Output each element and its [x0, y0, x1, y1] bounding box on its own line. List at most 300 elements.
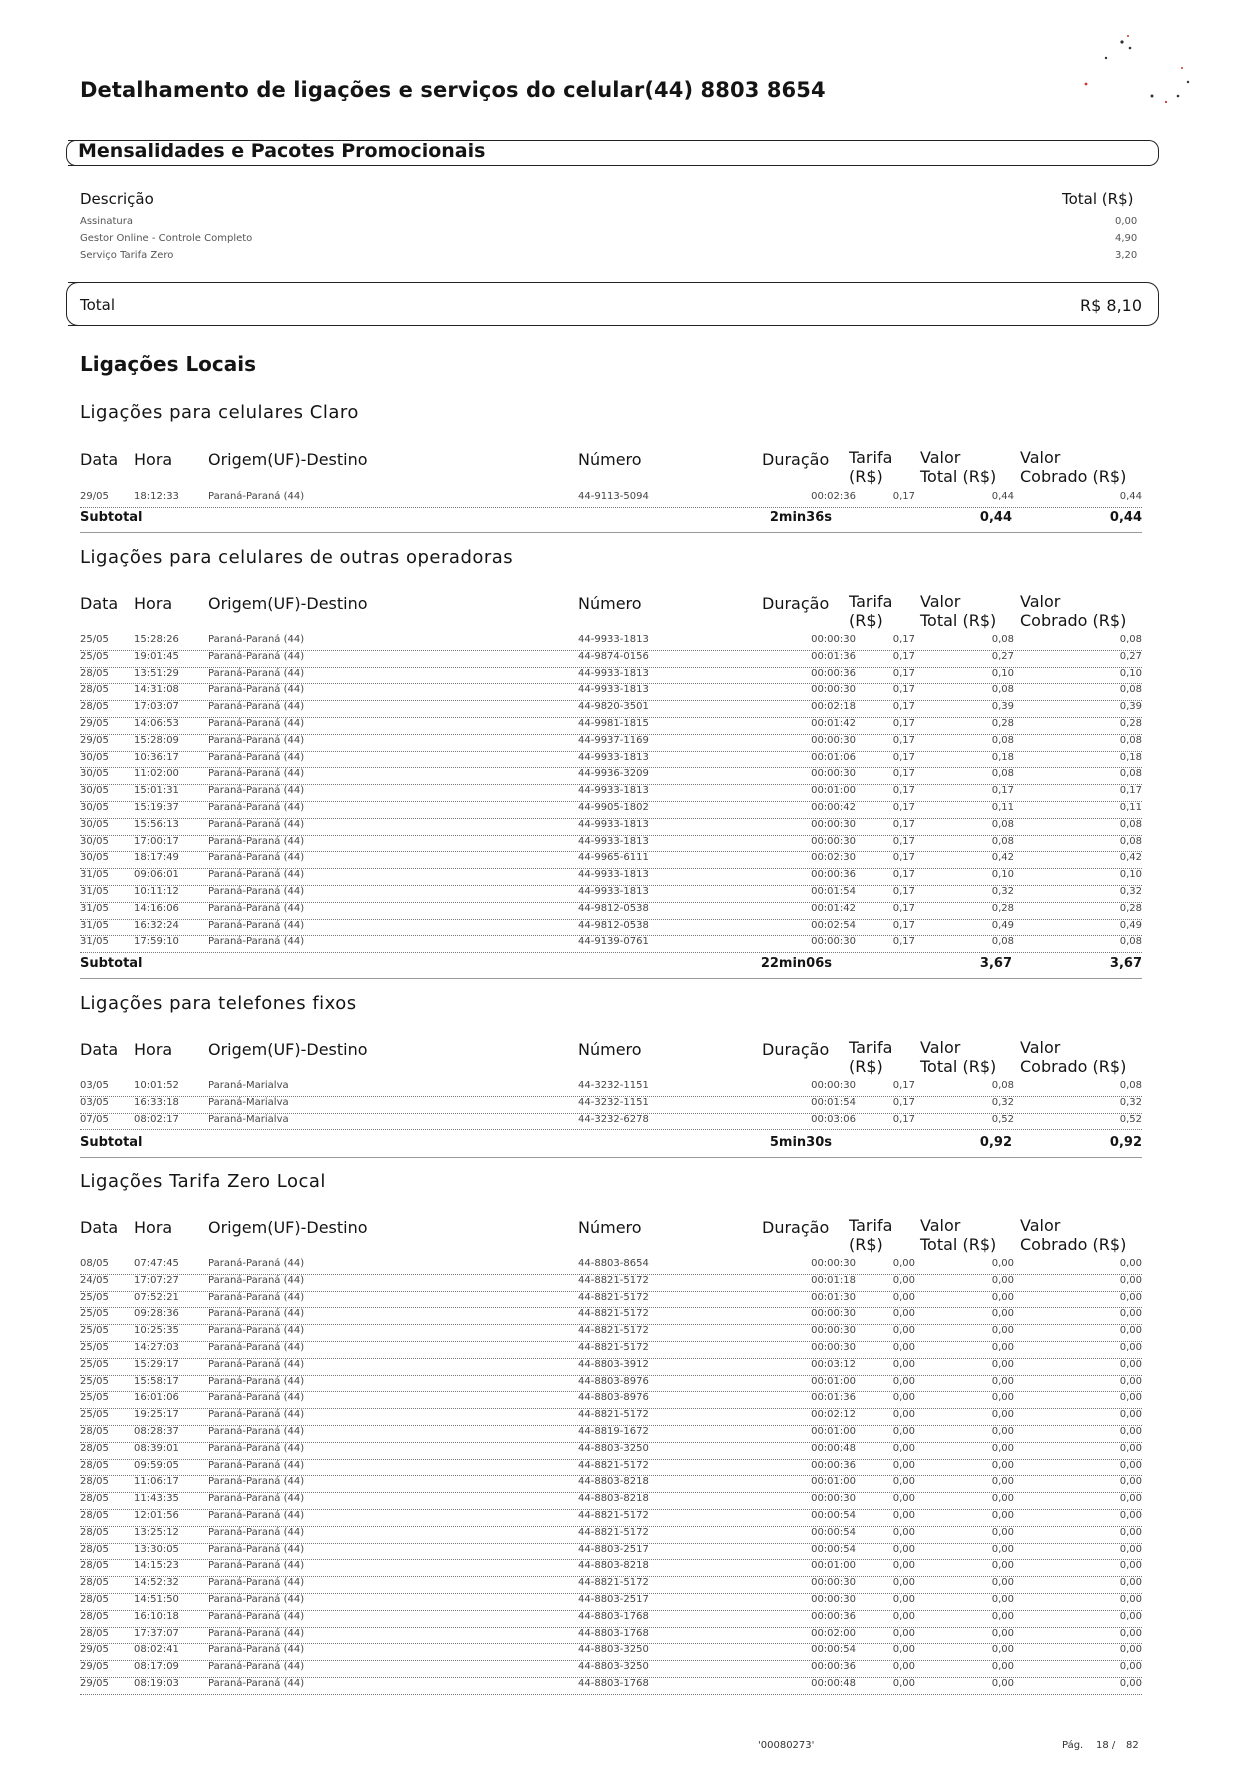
- call-row: [80, 490, 1142, 508]
- cell-data: 28/05: [80, 1442, 109, 1454]
- cell-cobrado: 0,00: [1119, 1325, 1142, 1337]
- subtotal-duracao: 22min06s: [760, 956, 832, 971]
- cell-hora: 12:01:56: [134, 1510, 179, 1521]
- cell-valor: 0,42: [991, 852, 1014, 864]
- cell-origem: Paraná-Paraná (44): [208, 1627, 305, 1639]
- cell-cobrado: 0,10: [1119, 667, 1142, 679]
- cell-cobrado: 0,44: [1119, 491, 1142, 502]
- cell-hora: 08:02:17: [134, 1113, 179, 1125]
- cell-cobrado: 0,08: [1119, 684, 1142, 696]
- cell-numero: 44-8821-5172: [578, 1308, 649, 1320]
- col-valor-total: Total (R$): [920, 1057, 997, 1076]
- col-cobrado: Valor: [1020, 448, 1061, 467]
- cell-data: 25/05: [80, 1358, 109, 1370]
- cell-duracao: 00:00:36: [811, 1610, 856, 1622]
- cell-data: 28/05: [80, 1459, 109, 1471]
- call-row: [80, 1610, 1142, 1628]
- col-numero: Número: [578, 594, 642, 613]
- cell-valor: 0,00: [991, 1459, 1014, 1471]
- call-row: [80, 784, 1142, 802]
- cell-cobrado: 0,00: [1119, 1627, 1142, 1639]
- cell-hora: 16:10:18: [134, 1610, 179, 1622]
- cell-tarifa: 0,00: [892, 1442, 915, 1454]
- cell-valor: 0,00: [991, 1661, 1014, 1673]
- sec3-title: Ligações para telefones fixos: [80, 993, 357, 1014]
- call-row: [80, 767, 1142, 785]
- call-row: [80, 1375, 1142, 1393]
- cell-numero: 44-8821-5172: [578, 1510, 649, 1521]
- cell-data: 31/05: [80, 869, 109, 881]
- cell-origem: Paraná-Marialva: [208, 1096, 289, 1108]
- cell-duracao: 00:00:30: [811, 1325, 856, 1337]
- ligacoes-locais-title: Ligações Locais: [80, 352, 257, 376]
- mensalidade-desc: Gestor Online - Controle Completo: [80, 233, 253, 244]
- cell-valor: 0,00: [991, 1308, 1014, 1320]
- cell-origem: Paraná-Paraná (44): [208, 1342, 305, 1353]
- cell-cobrado: 0,11: [1119, 802, 1142, 813]
- subtotal-cobrado: 0,44: [1109, 510, 1142, 525]
- subtotal-row: [80, 510, 1142, 530]
- cell-numero: 44-8803-2517: [578, 1594, 649, 1605]
- cell-duracao: 00:01:00: [811, 1426, 856, 1437]
- cell-origem: Paraná-Paraná (44): [208, 936, 305, 948]
- cell-tarifa: 0,17: [892, 785, 915, 797]
- call-row: [80, 633, 1142, 651]
- call-row: [80, 1677, 1142, 1695]
- cell-hora: 09:06:01: [134, 869, 179, 881]
- col-cobrado-total: Cobrado (R$): [1020, 467, 1127, 486]
- col-tarifa: Tarifa: [849, 592, 893, 611]
- cell-valor: 0,32: [991, 1096, 1014, 1108]
- cell-cobrado: 0,18: [1119, 751, 1142, 763]
- cell-duracao: 00:01:54: [811, 1096, 856, 1108]
- cell-cobrado: 0,00: [1119, 1476, 1142, 1488]
- cell-data: 25/05: [80, 1325, 109, 1337]
- cell-origem: Paraná-Paraná (44): [208, 1409, 305, 1421]
- cell-origem: Paraná-Paraná (44): [208, 1459, 305, 1471]
- mensalidade-value: 0,00: [1115, 216, 1138, 227]
- call-row: [80, 885, 1142, 903]
- cell-cobrado: 0,00: [1119, 1291, 1142, 1303]
- cell-duracao: 00:00:30: [811, 1308, 856, 1320]
- cell-origem: Paraná-Paraná (44): [208, 1510, 305, 1521]
- cell-duracao: 00:03:12: [811, 1358, 856, 1370]
- total-value: R$ 8,10: [1080, 296, 1143, 315]
- subtotal-row: [80, 956, 1142, 976]
- cell-cobrado: 0,00: [1119, 1644, 1142, 1656]
- cell-cobrado: 0,39: [1119, 701, 1142, 713]
- cell-numero: 44-9936-3209: [578, 768, 649, 780]
- cell-cobrado: 0,08: [1119, 734, 1142, 746]
- cell-numero: 44-8803-8976: [578, 1375, 649, 1387]
- cell-duracao: 00:00:36: [811, 869, 856, 881]
- call-row: [80, 1559, 1142, 1577]
- cell-numero: 44-9139-0761: [578, 936, 649, 948]
- cell-data: 08/05: [80, 1258, 109, 1269]
- cell-valor: 0,49: [991, 919, 1014, 931]
- cell-tarifa: 0,17: [892, 634, 915, 645]
- cell-tarifa: 0,17: [892, 835, 915, 847]
- subtotal-row: [80, 1135, 1142, 1155]
- cell-duracao: 00:00:54: [811, 1644, 856, 1656]
- cell-duracao: 00:00:30: [811, 634, 856, 645]
- cell-data: 07/05: [80, 1113, 109, 1125]
- cell-numero: 44-9933-1813: [578, 634, 649, 645]
- call-row: [80, 1358, 1142, 1376]
- cell-tarifa: 0,17: [892, 902, 915, 914]
- col-valor: Valor: [920, 1038, 961, 1057]
- cell-hora: 15:56:13: [134, 818, 179, 830]
- cell-duracao: 00:02:30: [811, 852, 856, 864]
- subtotal-divider: [80, 1157, 1142, 1158]
- cell-cobrado: 0,08: [1119, 634, 1142, 645]
- cell-origem: Paraná-Paraná (44): [208, 1325, 305, 1337]
- cell-origem: Paraná-Paraná (44): [208, 667, 305, 679]
- cell-duracao: 00:00:30: [811, 734, 856, 746]
- col-data: Data: [80, 594, 119, 613]
- col-origem: Origem(UF)-Destino: [208, 594, 368, 613]
- call-row: [80, 1475, 1142, 1493]
- col-cobrado: Valor: [1020, 592, 1061, 611]
- cell-numero: 44-8803-1768: [578, 1610, 649, 1622]
- call-row: [80, 935, 1142, 953]
- cell-hora: 18:17:49: [134, 852, 179, 864]
- cell-origem: Paraná-Paraná (44): [208, 751, 305, 763]
- cell-hora: 10:11:12: [134, 886, 179, 897]
- col-duracao: Duração: [762, 594, 830, 613]
- cell-origem: Paraná-Marialva: [208, 1113, 289, 1125]
- cell-numero: 44-9933-1813: [578, 751, 649, 763]
- cell-duracao: 00:02:18: [811, 701, 856, 713]
- cell-tarifa: 0,00: [892, 1594, 915, 1605]
- call-row: [80, 1543, 1142, 1561]
- mensalidades-title: Mensalidades e Pacotes Promocionais: [78, 140, 486, 162]
- cell-valor: 0,10: [991, 869, 1014, 881]
- cell-cobrado: 0,00: [1119, 1661, 1142, 1673]
- cell-tarifa: 0,17: [892, 768, 915, 780]
- cell-duracao: 00:00:48: [811, 1678, 856, 1689]
- cell-valor: 0,08: [991, 818, 1014, 830]
- cell-hora: 15:58:17: [134, 1375, 179, 1387]
- cell-tarifa: 0,00: [892, 1560, 915, 1572]
- cell-duracao: 00:02:00: [811, 1627, 856, 1639]
- cell-data: 28/05: [80, 1560, 109, 1572]
- cell-numero: 44-8821-5172: [578, 1342, 649, 1353]
- cell-duracao: 00:00:30: [811, 936, 856, 948]
- cell-valor: 0,00: [991, 1476, 1014, 1488]
- cell-origem: Paraná-Paraná (44): [208, 852, 305, 864]
- cell-hora: 14:27:03: [134, 1342, 179, 1353]
- cell-duracao: 00:01:00: [811, 1476, 856, 1488]
- col-descricao: Descrição: [80, 190, 154, 208]
- call-row: [80, 1341, 1142, 1359]
- cell-data: 25/05: [80, 1308, 109, 1320]
- cell-duracao: 00:00:30: [811, 1493, 856, 1505]
- cell-cobrado: 0,00: [1119, 1342, 1142, 1353]
- cell-cobrado: 0,27: [1119, 650, 1142, 662]
- cell-data: 25/05: [80, 1409, 109, 1421]
- cell-origem: Paraná-Paraná (44): [208, 902, 305, 914]
- mensalidade-value: 3,20: [1115, 250, 1138, 261]
- mensalidade-value: 4,90: [1115, 233, 1138, 244]
- cell-origem: Paraná-Paraná (44): [208, 1392, 305, 1404]
- subtotal-valor: 3,67: [979, 956, 1012, 971]
- cell-numero: 44-8803-8218: [578, 1476, 649, 1488]
- cell-origem: Paraná-Paraná (44): [208, 1426, 305, 1437]
- cell-origem: Paraná-Paraná (44): [208, 1678, 305, 1689]
- cell-valor: 0,00: [991, 1577, 1014, 1589]
- cell-tarifa: 0,00: [892, 1577, 915, 1589]
- subtotal-duracao: 5min30s: [769, 1135, 832, 1150]
- cell-hora: 16:33:18: [134, 1096, 179, 1108]
- cell-numero: 44-9937-1169: [578, 734, 649, 746]
- cell-hora: 16:01:06: [134, 1392, 179, 1404]
- cell-valor: 0,28: [991, 718, 1014, 729]
- cell-origem: Paraná-Paraná (44): [208, 1661, 305, 1673]
- cell-numero: 44-8821-5172: [578, 1409, 649, 1421]
- cell-valor: 0,52: [991, 1113, 1014, 1125]
- cell-cobrado: 0,32: [1119, 1096, 1142, 1108]
- cell-origem: Paraná-Paraná (44): [208, 1291, 305, 1303]
- cell-hora: 15:28:26: [134, 634, 179, 645]
- cell-hora: 17:00:17: [134, 835, 179, 847]
- cell-tarifa: 0,00: [892, 1678, 915, 1689]
- col-tarifa-unit: (R$): [849, 1235, 883, 1254]
- sec4-title: Ligações Tarifa Zero Local: [80, 1171, 326, 1192]
- col-cobrado-total: Cobrado (R$): [1020, 1235, 1127, 1254]
- cell-valor: 0,08: [991, 936, 1014, 948]
- cell-cobrado: 0,00: [1119, 1358, 1142, 1370]
- cell-valor: 0,17: [991, 785, 1014, 797]
- cell-origem: Paraná-Paraná (44): [208, 718, 305, 729]
- cell-duracao: 00:00:54: [811, 1543, 856, 1555]
- subtotal-cobrado: 0,92: [1109, 1135, 1142, 1150]
- col-valor: Valor: [920, 592, 961, 611]
- cell-numero: 44-8821-5172: [578, 1577, 649, 1589]
- cell-hora: 08:19:03: [134, 1678, 179, 1689]
- col-origem: Origem(UF)-Destino: [208, 450, 368, 469]
- cell-tarifa: 0,17: [892, 919, 915, 931]
- cell-duracao: 00:00:30: [811, 1594, 856, 1605]
- cell-cobrado: 0,00: [1119, 1577, 1142, 1589]
- cell-tarifa: 0,17: [892, 852, 915, 864]
- cell-numero: 44-9933-1813: [578, 684, 649, 696]
- col-duracao: Duração: [762, 450, 830, 469]
- cell-duracao: 00:01:30: [811, 1291, 856, 1303]
- cell-numero: 44-9933-1813: [578, 869, 649, 881]
- cell-hora: 08:39:01: [134, 1442, 179, 1454]
- cell-origem: Paraná-Paraná (44): [208, 1493, 305, 1505]
- cell-origem: Paraná-Paraná (44): [208, 919, 305, 931]
- cell-data: 25/05: [80, 634, 109, 645]
- cell-tarifa: 0,17: [892, 886, 915, 897]
- cell-valor: 0,00: [991, 1526, 1014, 1538]
- cell-tarifa: 0,00: [892, 1258, 915, 1269]
- cell-tarifa: 0,00: [892, 1459, 915, 1471]
- cell-numero: 44-8821-5172: [578, 1274, 649, 1286]
- col-tarifa-unit: (R$): [849, 611, 883, 630]
- cell-duracao: 00:00:30: [811, 1080, 856, 1091]
- col-cobrado-total: Cobrado (R$): [1020, 611, 1127, 630]
- cell-valor: 0,00: [991, 1342, 1014, 1353]
- cell-cobrado: 0,10: [1119, 869, 1142, 881]
- cell-data: 30/05: [80, 802, 109, 813]
- cell-tarifa: 0,17: [892, 869, 915, 881]
- cell-numero: 44-8803-3250: [578, 1644, 649, 1656]
- cell-origem: Paraná-Paraná (44): [208, 1543, 305, 1555]
- cell-tarifa: 0,17: [892, 1080, 915, 1091]
- call-row: [80, 1079, 1142, 1097]
- cell-tarifa: 0,17: [892, 1113, 915, 1125]
- cell-numero: 44-8821-5172: [578, 1325, 649, 1337]
- call-row: [80, 1113, 1142, 1131]
- col-tarifa: Tarifa: [849, 448, 893, 467]
- total-label: Total: [80, 296, 116, 314]
- page-total: 82: [1126, 1740, 1139, 1751]
- cell-hora: 11:43:35: [134, 1493, 179, 1505]
- cell-data: 28/05: [80, 1577, 109, 1589]
- col-tarifa-unit: (R$): [849, 1057, 883, 1076]
- cell-tarifa: 0,17: [892, 684, 915, 696]
- cell-hora: 09:28:36: [134, 1308, 179, 1320]
- cell-hora: 13:30:05: [134, 1543, 179, 1555]
- subtotal-valor: 0,44: [979, 510, 1012, 525]
- page-number: 18 /: [1096, 1740, 1116, 1751]
- cell-numero: 44-9812-0538: [578, 919, 649, 931]
- cell-cobrado: 0,00: [1119, 1678, 1142, 1689]
- col-numero: Número: [578, 450, 642, 469]
- cell-hora: 10:01:52: [134, 1080, 179, 1091]
- cell-tarifa: 0,00: [892, 1627, 915, 1639]
- cell-hora: 15:01:31: [134, 785, 179, 797]
- cell-numero: 44-8803-3912: [578, 1358, 649, 1370]
- cell-data: 29/05: [80, 491, 109, 502]
- col-tarifa-unit: (R$): [849, 467, 883, 486]
- cell-origem: Paraná-Paraná (44): [208, 1442, 305, 1454]
- subtotal-cobrado: 3,67: [1109, 956, 1142, 971]
- cell-origem: Paraná-Marialva: [208, 1080, 289, 1091]
- cell-numero: 44-9981-1815: [578, 718, 649, 729]
- cell-cobrado: 0,08: [1119, 1080, 1142, 1091]
- col-valor-total: Total (R$): [920, 467, 997, 486]
- cell-cobrado: 0,00: [1119, 1392, 1142, 1404]
- cell-data: 31/05: [80, 902, 109, 914]
- cell-data: 28/05: [80, 1526, 109, 1538]
- cell-hora: 11:06:17: [134, 1476, 179, 1488]
- cell-origem: Paraná-Paraná (44): [208, 1308, 305, 1320]
- cell-data: 30/05: [80, 852, 109, 864]
- cell-duracao: 00:01:42: [811, 718, 856, 729]
- cell-origem: Paraná-Paraná (44): [208, 684, 305, 696]
- cell-origem: Paraná-Paraná (44): [208, 491, 305, 502]
- cell-tarifa: 0,00: [892, 1526, 915, 1538]
- cell-cobrado: 0,00: [1119, 1610, 1142, 1622]
- cell-tarifa: 0,00: [892, 1274, 915, 1286]
- call-row: [80, 1096, 1142, 1114]
- cell-numero: 44-3232-1151: [578, 1096, 649, 1108]
- cell-numero: 44-8803-8218: [578, 1560, 649, 1572]
- cell-duracao: 00:02:12: [811, 1409, 856, 1421]
- cell-cobrado: 0,28: [1119, 718, 1142, 729]
- cell-data: 28/05: [80, 1594, 109, 1605]
- col-hora: Hora: [134, 1218, 173, 1237]
- cell-valor: 0,32: [991, 886, 1014, 897]
- sec1-title: Ligações para celulares Claro: [80, 402, 359, 423]
- cell-duracao: 00:02:54: [811, 919, 856, 931]
- call-row: [80, 1391, 1142, 1409]
- call-row: [80, 1627, 1142, 1645]
- col-numero: Número: [578, 1040, 642, 1059]
- cell-origem: Paraná-Paraná (44): [208, 1258, 305, 1269]
- cell-numero: 44-8803-3250: [578, 1442, 649, 1454]
- cell-tarifa: 0,00: [892, 1510, 915, 1521]
- cell-cobrado: 0,08: [1119, 835, 1142, 847]
- cell-hora: 19:25:17: [134, 1409, 179, 1421]
- cell-tarifa: 0,00: [892, 1392, 915, 1404]
- cell-data: 28/05: [80, 1476, 109, 1488]
- cell-tarifa: 0,17: [892, 667, 915, 679]
- cell-data: 30/05: [80, 751, 109, 763]
- cell-duracao: 00:01:36: [811, 650, 856, 662]
- cell-tarifa: 0,00: [892, 1661, 915, 1673]
- cell-valor: 0,08: [991, 684, 1014, 696]
- col-cobrado: Valor: [1020, 1038, 1061, 1057]
- call-row: [80, 700, 1142, 718]
- col-tarifa: Tarifa: [849, 1216, 893, 1235]
- cell-cobrado: 0,00: [1119, 1560, 1142, 1572]
- cell-valor: 0,08: [991, 734, 1014, 746]
- cell-duracao: 00:01:54: [811, 886, 856, 897]
- cell-valor: 0,27: [991, 650, 1014, 662]
- cell-valor: 0,00: [991, 1291, 1014, 1303]
- cell-valor: 0,11: [991, 802, 1014, 813]
- cell-numero: 44-9905-1802: [578, 802, 649, 813]
- cell-numero: 44-8803-8976: [578, 1392, 649, 1404]
- cell-numero: 44-8819-1672: [578, 1426, 649, 1437]
- cell-cobrado: 0,42: [1119, 852, 1142, 864]
- cell-hora: 15:28:09: [134, 734, 179, 746]
- cell-numero: 44-8803-8654: [578, 1258, 649, 1269]
- call-row: [80, 1324, 1142, 1342]
- cell-data: 28/05: [80, 667, 109, 679]
- cell-hora: 13:25:12: [134, 1526, 179, 1538]
- cell-cobrado: 0,00: [1119, 1459, 1142, 1471]
- cell-origem: Paraná-Paraná (44): [208, 1577, 305, 1589]
- cell-hora: 10:36:17: [134, 751, 179, 763]
- cell-tarifa: 0,00: [892, 1358, 915, 1370]
- cell-tarifa: 0,00: [892, 1644, 915, 1656]
- subtotal-divider: [80, 978, 1142, 979]
- call-row: [80, 1509, 1142, 1527]
- cell-cobrado: 0,00: [1119, 1526, 1142, 1538]
- subtotal-duracao: 2min36s: [769, 510, 832, 525]
- col-origem: Origem(UF)-Destino: [208, 1218, 368, 1237]
- cell-tarifa: 0,17: [892, 718, 915, 729]
- cell-hora: 07:47:45: [134, 1258, 179, 1269]
- cell-valor: 0,39: [991, 701, 1014, 713]
- cell-data: 03/05: [80, 1096, 109, 1108]
- col-numero: Número: [578, 1218, 642, 1237]
- cell-tarifa: 0,00: [892, 1308, 915, 1320]
- cell-valor: 0,18: [991, 751, 1014, 763]
- sec2-title: Ligações para celulares de outras operadoras: [80, 547, 514, 568]
- col-valor: Valor: [920, 1216, 961, 1235]
- cell-valor: 0,00: [991, 1358, 1014, 1370]
- call-row: [80, 1492, 1142, 1510]
- col-valor-total: Total (R$): [920, 1235, 997, 1254]
- total-box: [68, 282, 1159, 326]
- cell-duracao: 00:00:30: [811, 684, 856, 696]
